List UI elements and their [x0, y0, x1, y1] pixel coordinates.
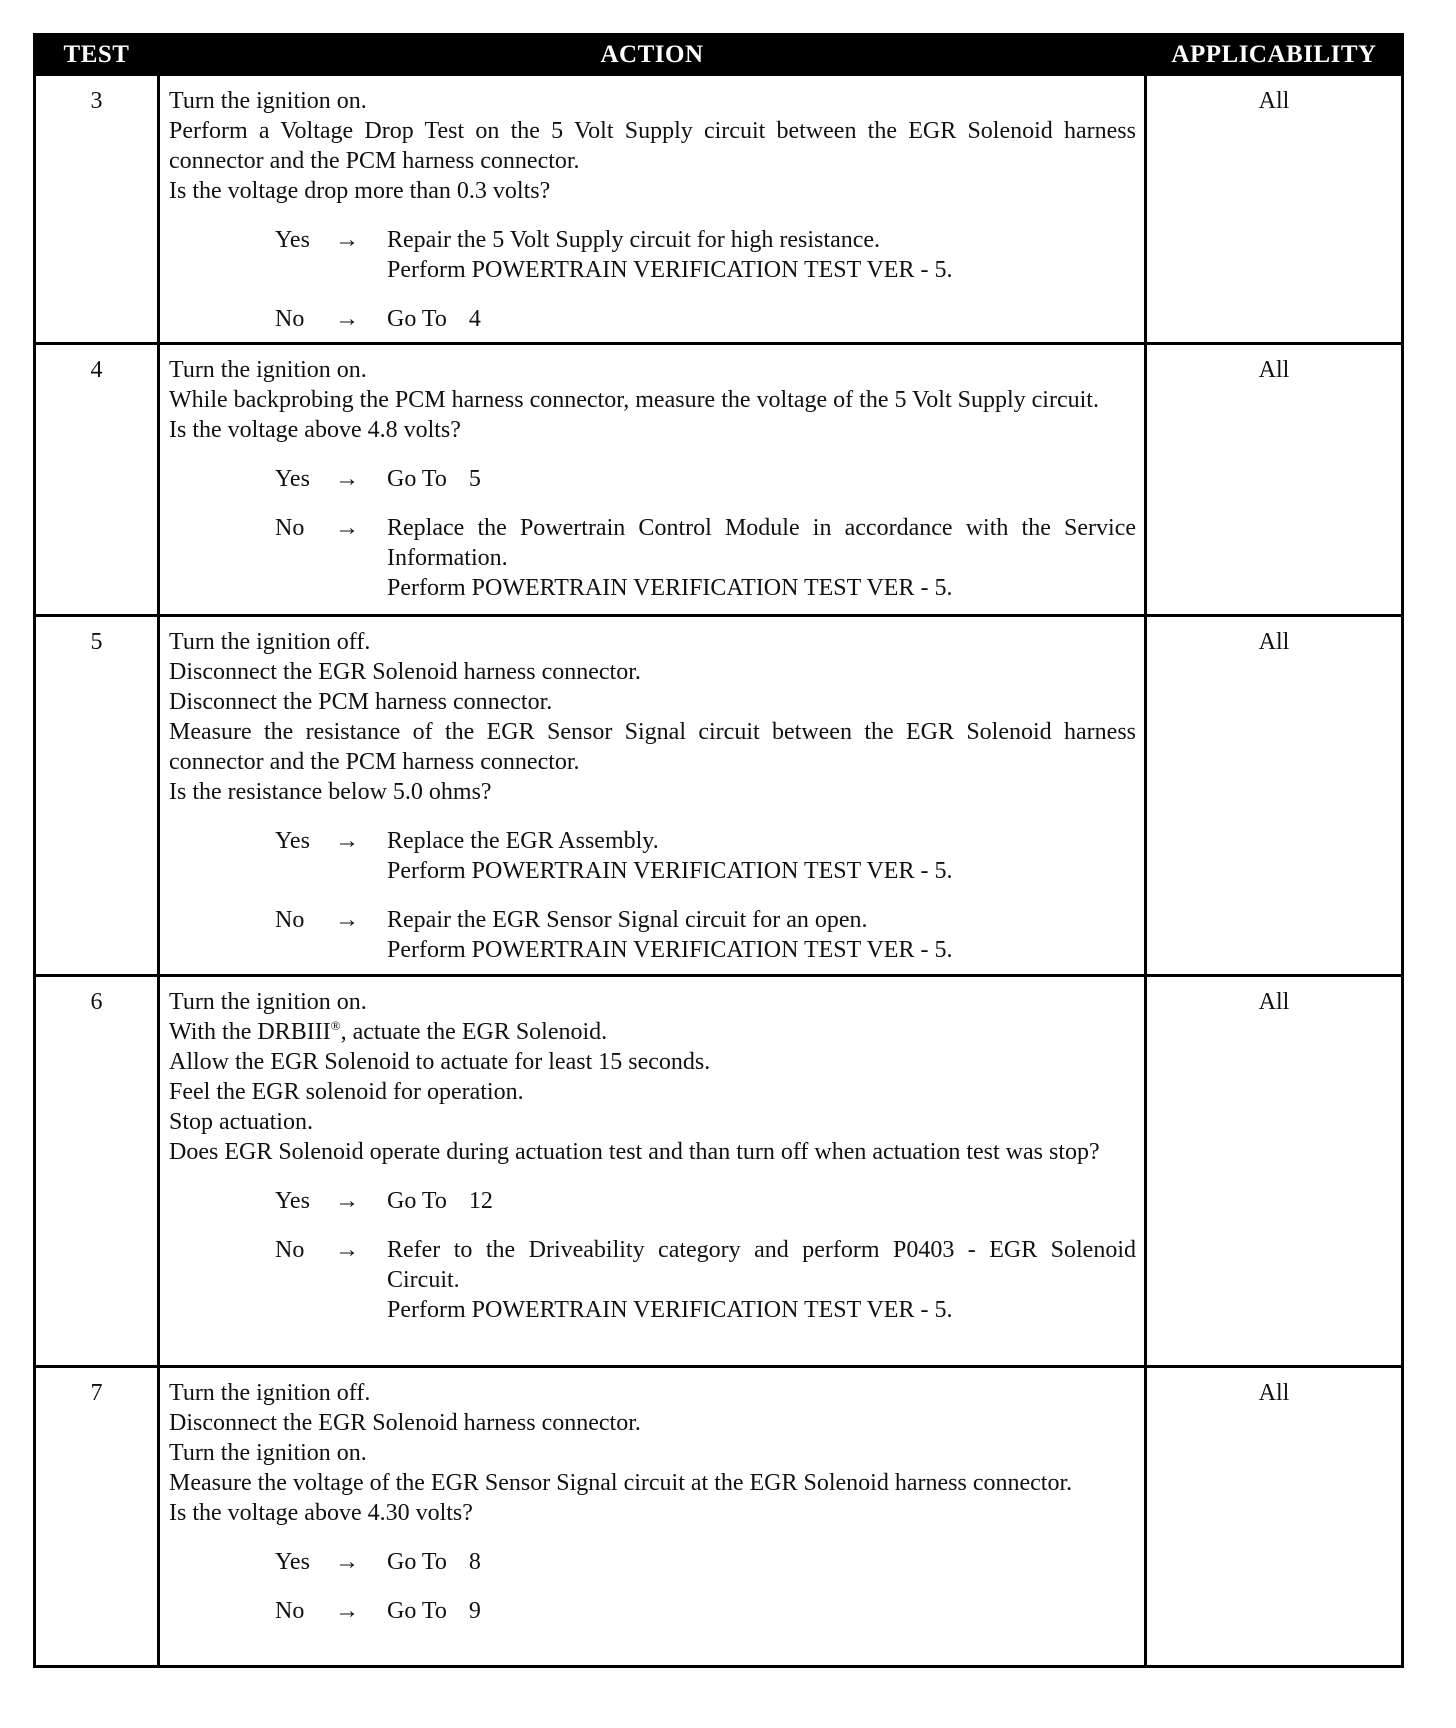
step-text: Is the voltage drop more than 0.3 volts?	[169, 178, 551, 204]
answers	[169, 225, 1136, 334]
instruction-line: Replace the EGR Assembly.	[387, 828, 659, 854]
answers	[169, 826, 1136, 965]
action-cell	[159, 1367, 1146, 1667]
step-text: Feel the EGR solenoid for operation.	[169, 1079, 524, 1105]
goto-target: 8	[468, 1549, 481, 1575]
test-number: 6	[35, 976, 159, 1367]
registered-mark: ®	[330, 1018, 341, 1033]
no-goto	[387, 1596, 1136, 1626]
arrow-icon: →	[335, 1549, 359, 1575]
no-label: No	[275, 1237, 305, 1263]
goto-label: Go To	[387, 306, 447, 332]
no-instruction	[387, 1235, 1136, 1325]
step-text-part: With the DRBIII	[169, 1019, 331, 1045]
table-row	[35, 616, 1403, 976]
step-text: Stop actuation.	[169, 1109, 313, 1135]
table-row	[35, 976, 1403, 1367]
table-row	[35, 344, 1403, 616]
action-cell	[159, 75, 1146, 344]
instruction-line: Perform POWERTRAIN VERIFICATION TEST VER - 5.	[387, 1297, 953, 1323]
goto-label: Go To	[387, 1188, 447, 1214]
no-answer	[275, 304, 1136, 334]
applicability-value: All	[1146, 344, 1403, 616]
test-number: 5	[35, 616, 159, 976]
arrow-icon: →	[335, 1237, 359, 1263]
table-row	[35, 1367, 1403, 1667]
instruction-line: Replace the Powertrain Control Module in accordance with the Service Information.	[387, 515, 1136, 571]
step-text: Disconnect the PCM harness connector.	[169, 689, 553, 715]
diagnostic-test-sheet	[33, 33, 1401, 1668]
no-label: No	[275, 515, 305, 541]
no-instruction	[387, 905, 1136, 965]
answers	[169, 464, 1136, 603]
no-answer	[275, 905, 1136, 965]
instruction-line: Perform POWERTRAIN VERIFICATION TEST VER - 5.	[387, 858, 953, 884]
arrow-icon: →	[335, 306, 359, 332]
goto-label: Go To	[387, 1549, 447, 1575]
arrow-icon: →	[335, 227, 359, 253]
step-text: While backprobing the PCM harness connector, measure the voltage of the 5 Volt Supply circuit.	[169, 387, 1099, 413]
no-label: No	[275, 306, 305, 332]
instruction-line: Perform POWERTRAIN VERIFICATION TEST VER - 5.	[387, 937, 953, 963]
action-cell	[159, 976, 1146, 1367]
header-applicability: APPLICABILITY	[1146, 35, 1403, 75]
goto-target: 4	[468, 306, 481, 332]
yes-label: Yes	[275, 227, 310, 253]
applicability-value: All	[1146, 616, 1403, 976]
step-text: Turn the ignition on.	[169, 1440, 367, 1466]
instruction-line: Perform POWERTRAIN VERIFICATION TEST VER - 5.	[387, 257, 953, 283]
test-number: 7	[35, 1367, 159, 1667]
answers	[169, 1547, 1136, 1626]
yes-instruction	[387, 826, 1136, 886]
table-row	[35, 75, 1403, 344]
yes-instruction	[387, 225, 1136, 285]
arrow-icon: →	[335, 1598, 359, 1624]
goto-target: 12	[468, 1188, 493, 1214]
header-row	[35, 35, 1403, 75]
yes-label: Yes	[275, 828, 310, 854]
no-answer	[275, 1596, 1136, 1626]
step-text: Is the voltage above 4.30 volts?	[169, 1500, 473, 1526]
step-text: Turn the ignition off.	[169, 629, 371, 655]
yes-label: Yes	[275, 1549, 310, 1575]
step-text: Perform a Voltage Drop Test on the 5 Volt Supply circuit between the EGR Solenoid harness connector and the PCM harness connector.	[169, 118, 1136, 174]
step-text: Allow the EGR Solenoid to actuate for least 15 seconds.	[169, 1049, 711, 1075]
yes-answer	[275, 225, 1136, 285]
step-text: Turn the ignition off.	[169, 1380, 371, 1406]
no-instruction	[387, 513, 1136, 603]
goto-target: 5	[468, 466, 481, 492]
test-number: 4	[35, 344, 159, 616]
instruction-line: Perform POWERTRAIN VERIFICATION TEST VER - 5.	[387, 575, 953, 601]
no-goto	[387, 304, 1136, 334]
yes-goto	[387, 1547, 1136, 1577]
applicability-value: All	[1146, 1367, 1403, 1667]
step-text: Turn the ignition on.	[169, 88, 367, 114]
no-answer	[275, 1235, 1136, 1325]
yes-label: Yes	[275, 1188, 310, 1214]
yes-answer	[275, 464, 1136, 494]
header-test: TEST	[35, 35, 159, 75]
applicability-value: All	[1146, 75, 1403, 344]
instruction-line: Repair the 5 Volt Supply circuit for high resistance.	[387, 227, 881, 253]
arrow-icon: →	[335, 828, 359, 854]
test-number: 3	[35, 75, 159, 344]
yes-answer	[275, 826, 1136, 886]
yes-answer	[275, 1547, 1136, 1577]
action-cell	[159, 344, 1146, 616]
goto-target: 9	[468, 1598, 481, 1624]
step-text: Disconnect the EGR Solenoid harness connector.	[169, 1410, 641, 1436]
step-text: Turn the ignition on.	[169, 357, 367, 383]
yes-label: Yes	[275, 466, 310, 492]
step-text: Turn the ignition on.	[169, 989, 367, 1015]
goto-label: Go To	[387, 466, 447, 492]
answers	[169, 1186, 1136, 1325]
step-text: Disconnect the EGR Solenoid harness connector.	[169, 659, 641, 685]
header-action: ACTION	[159, 35, 1146, 75]
no-label: No	[275, 1598, 305, 1624]
step-text: Measure the voltage of the EGR Sensor Signal circuit at the EGR Solenoid harness connector.	[169, 1470, 1073, 1496]
goto-label: Go To	[387, 1598, 447, 1624]
yes-answer	[275, 1186, 1136, 1216]
step-text: Is the voltage above 4.8 volts?	[169, 417, 461, 443]
arrow-icon: →	[335, 907, 359, 933]
step-text	[169, 1017, 1136, 1047]
yes-goto	[387, 1186, 1136, 1216]
step-text: Measure the resistance of the EGR Sensor Signal circuit between the EGR Solenoid harness connector and the PCM harness connector.	[169, 719, 1136, 775]
diagnostic-table	[33, 33, 1404, 1668]
instruction-line: Repair the EGR Sensor Signal circuit for an open.	[387, 907, 868, 933]
instruction-line: Refer to the Driveability category and perform P0403 - EGR Solenoid Circuit.	[387, 1237, 1136, 1293]
step-text-part: , actuate the EGR Solenoid.	[340, 1019, 608, 1045]
arrow-icon: →	[335, 515, 359, 541]
step-text: Is the resistance below 5.0 ohms?	[169, 779, 492, 805]
arrow-icon: →	[335, 466, 359, 492]
action-cell	[159, 616, 1146, 976]
arrow-icon: →	[335, 1188, 359, 1214]
applicability-value: All	[1146, 976, 1403, 1367]
no-label: No	[275, 907, 305, 933]
no-answer	[275, 513, 1136, 603]
yes-goto	[387, 464, 1136, 494]
step-text: Does EGR Solenoid operate during actuation test and than turn off when actuation test was stop?	[169, 1139, 1100, 1165]
